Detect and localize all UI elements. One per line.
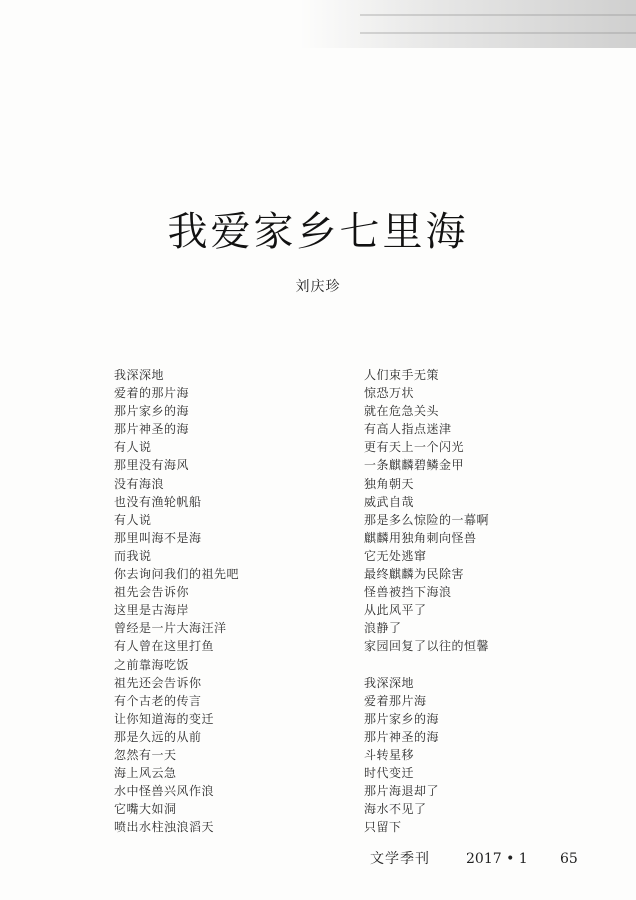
poem-line: 我深深地 [114,368,165,382]
poem-line: 喷出水柱浊浪滔天 [114,820,215,835]
poem-line: 麒麟用独角刺向怪兽 [364,530,477,545]
poem-line: 没有海浪 [114,476,165,491]
stanza-break [364,656,489,674]
poem-line: 从此风平了 [364,603,427,618]
poem-line: 那片海退却了 [364,784,440,799]
poem-line: 忽然有一天 [114,747,177,762]
poem-line: 那里叫海不是海 [114,530,202,545]
poem-line: 有人说 [114,512,152,527]
poem-line: 曾经是一片大海汪洋 [114,621,227,636]
page-number: 65 [560,851,578,867]
poem-line: 怪兽被挡下海浪 [364,585,452,600]
poem-line: 那是多么惊险的一幕啊 [364,512,490,527]
poem-line: 一条麒麟碧鳞金甲 [364,458,465,473]
poem-line: 那是久远的从前 [114,729,202,744]
poem-line: 那片家乡的海 [364,711,440,726]
poem-line: 水中怪兽兴风作浪 [114,784,215,799]
poem-line: 有人说 [114,440,152,455]
poem-line: 有个古老的传言 [114,693,202,708]
poem-line: 浪静了 [364,621,402,636]
poem-column-right [364,366,489,836]
issue-number: 2017 • 1 [466,851,528,867]
scan-shadow [300,0,636,48]
poem-line: 它嘴大如洞 [114,802,177,817]
poem-line: 最终麒麟为民除害 [364,567,465,582]
poem-line: 那里没有海风 [114,458,190,473]
poem-line: 爱着的那片海 [114,386,190,401]
poem-line: 祖先会告诉你 [114,585,190,600]
poem-line: 那片神圣的海 [114,422,190,437]
poem-line: 海水不见了 [364,802,427,817]
poem-line: 家园回复了以往的恒馨 [364,639,490,654]
poem-line: 斗转星移 [364,747,415,762]
poem-line: 我深深地 [364,675,415,690]
poem-line: 而我说 [114,548,152,563]
poem-line: 那片神圣的海 [364,729,440,744]
poem-line: 祖先还会告诉你 [114,675,202,690]
poem-line: 有高人指点迷津 [364,422,452,437]
scan-artifact-line [360,14,636,16]
journal-name: 文学季刊 [370,851,430,867]
poem-line: 这里是古海岸 [114,603,190,618]
poem-line: 那片家乡的海 [114,404,190,419]
poem-line: 让你知道海的变迁 [114,711,215,726]
poem-line: 时代变迁 [364,766,415,781]
poem-line: 惊恐万状 [364,386,415,401]
poem-column-left [114,366,239,836]
poem-line: 更有天上一个闪光 [364,440,465,455]
poem-line: 人们束手无策 [364,368,440,382]
author-name: 刘庆珍 [295,279,341,295]
poem-line: 威武自哉 [364,494,415,509]
poem-line: 有人曾在这里打鱼 [114,639,215,654]
scan-artifact-line [360,32,636,34]
poem-line: 海上风云急 [114,766,177,781]
poem-line: 就在危急关头 [364,404,440,419]
poem-line: 你去询问我们的祖先吧 [114,567,240,582]
poem-line: 也没有渔轮帆船 [114,494,202,509]
poem-line: 只留下 [364,820,402,835]
poem-title: 我爱家乡七里海 [167,209,469,255]
poem-line: 独角朝天 [364,476,415,491]
poem-line: 爱着那片海 [364,693,427,708]
poem-line: 之前靠海吃饭 [114,657,190,672]
poem-line: 它无处逃窜 [364,548,427,563]
